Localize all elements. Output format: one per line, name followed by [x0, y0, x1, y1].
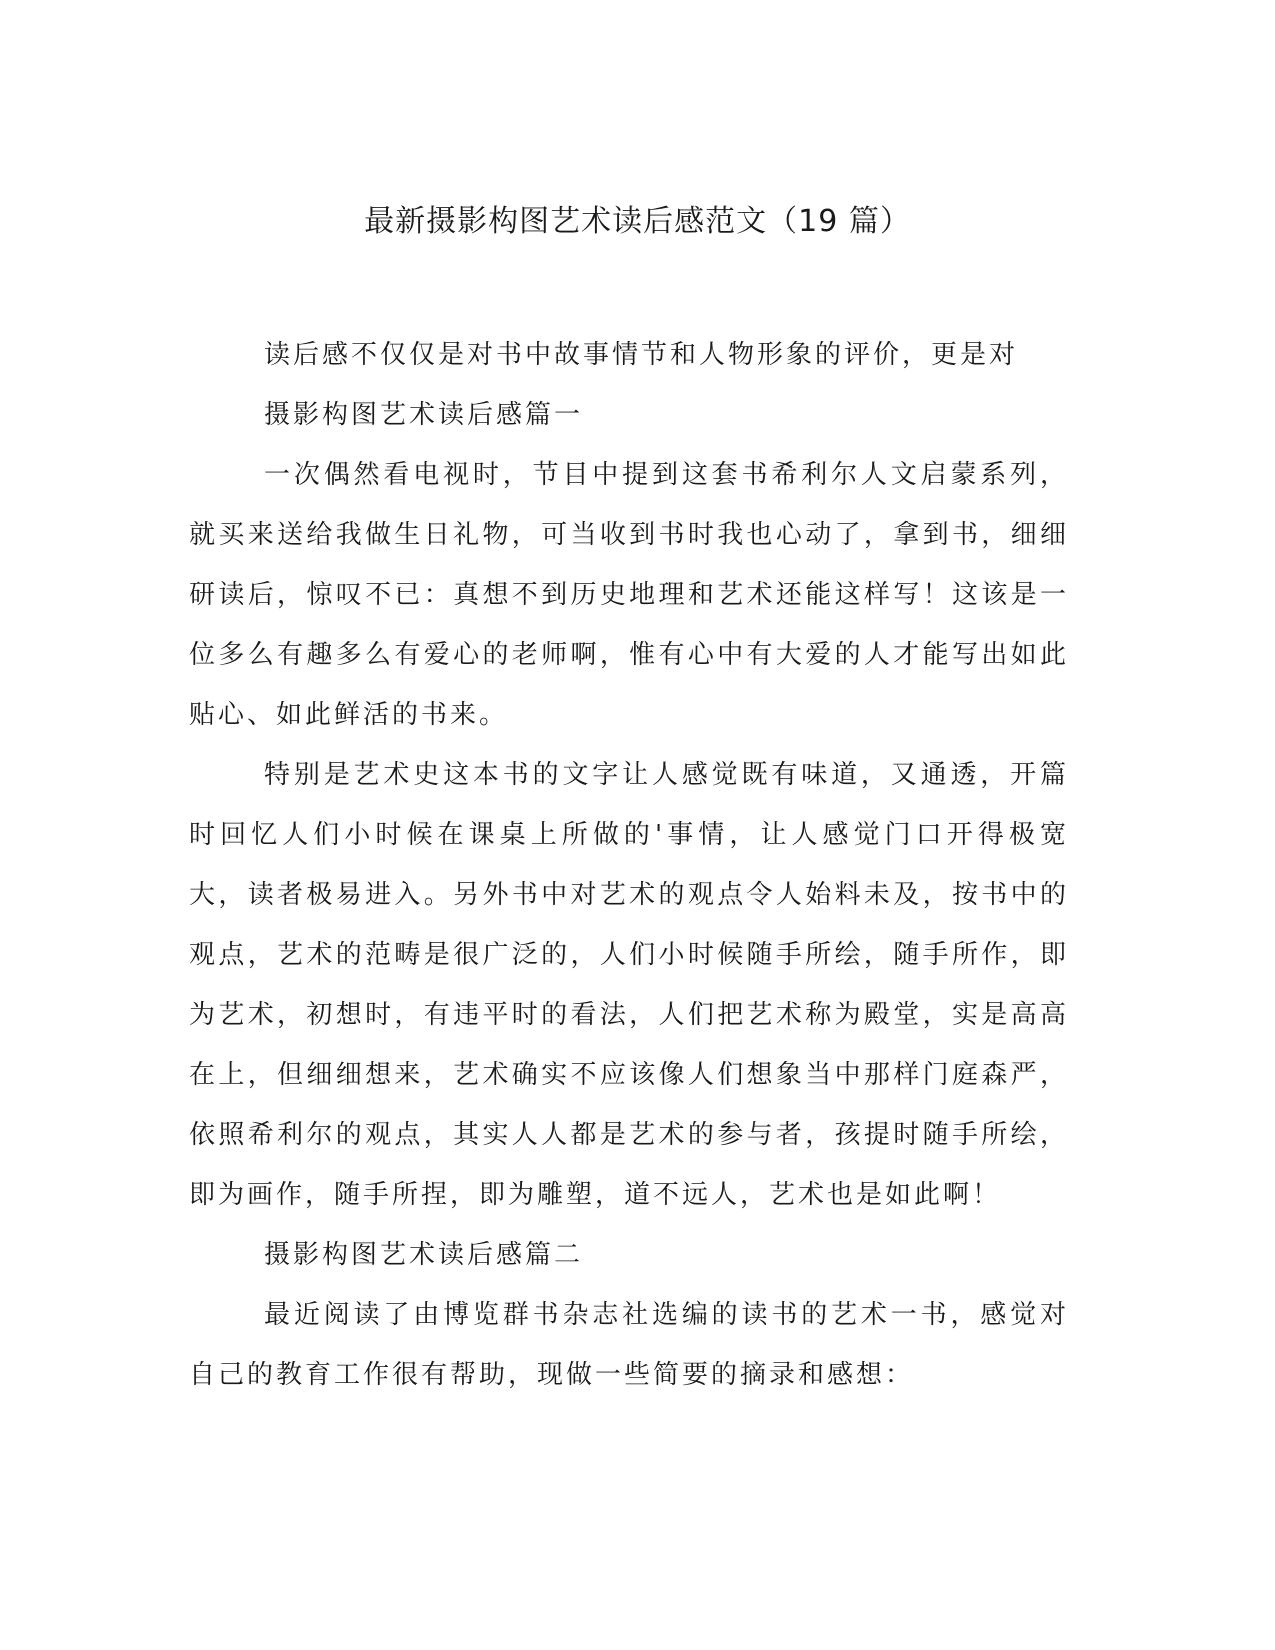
document-body — [189, 325, 1069, 1405]
section-one-paragraph-one: 一次偶然看电视时，节目中提到这套书希利尔人文启蒙系列，就买来送给我做生日礼物，可当收到书时我也心动了，拿到书，细细研读后，惊叹不已：真想不到历史地理和艺术还能这样写！这该是一位多么有趣多么有爱心的老师啊，惟有心中有大爱的人才能写出如此贴心、如此鲜活的书来。 — [189, 460, 1069, 730]
section-two-paragraph-one: 最近阅读了由博览群书杂志社选编的读书的艺术一书，感觉对自己的教育工作很有帮助，现做一些简要的摘录和感想： — [189, 1300, 1069, 1390]
section-one-heading: 摄影构图艺术读后感篇一 — [264, 400, 584, 430]
intro-paragraph: 读后感不仅仅是对书中故事情节和人物形象的评价，更是对 — [264, 340, 1019, 370]
section-two-heading: 摄影构图艺术读后感篇二 — [264, 1240, 584, 1270]
document-title: 最新摄影构图艺术读后感范文（19 篇） — [364, 204, 911, 239]
section-one-paragraph-two: 特别是艺术史这本书的文字让人感觉既有味道，又通透，开篇时回忆人们小时候在课桌上所做的'事情，让人感觉门口开得极宽大，读者极易进入。另外书中对艺术的观点令人始料未及，按书中的观点，艺术的范畴是很广泛的，人们小时候随手所绘，随手所作，即为艺术，初想时，有违平时的看法，人们把艺术称为殿堂，实是高高在上，但细细想来，艺术确实不应该像人们想象当中那样门庭森严，依照希利尔的观点，其实人人都是艺术的参与者，孩提时随手所绘，即为画作，随手所捏，即为雕塑，道不远人，艺术也是如此啊！ — [189, 760, 1069, 1210]
